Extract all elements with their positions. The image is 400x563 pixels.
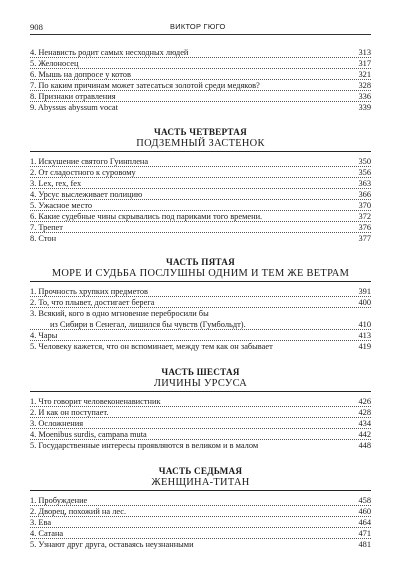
header-rule	[30, 34, 371, 35]
section-rule	[30, 391, 371, 392]
entry-title: 1. Пробуждение	[30, 496, 88, 505]
entry-page: 471	[358, 529, 371, 538]
entry-page: 428	[358, 408, 371, 417]
entry-title: 3. Lex, rex, fex	[30, 179, 82, 188]
entry-title: 1. Искушение святого Гуинплена	[30, 157, 149, 166]
entry-title: 6. Мышь на допросе у котов	[30, 70, 131, 79]
entry-title: 2. Дворец, похожий на лес.	[30, 507, 127, 516]
entry-page: 350	[358, 157, 371, 166]
toc-entry	[30, 341, 371, 352]
entry-title: 6. Какие судебные чины скрывались под париками того времени.	[30, 212, 263, 221]
entry-page: 391	[358, 287, 371, 296]
entry-page: 448	[358, 441, 371, 450]
entry-page: 321	[358, 70, 371, 79]
entry-title: 5. Государственные интересы проявляются в великом и в малом	[30, 441, 259, 450]
part-heading: ЧАСТЬ СЕДЬМАЯ	[158, 466, 243, 476]
entry-title: 2. И как он поступает.	[30, 408, 109, 417]
entry-title: 8. Стон	[30, 234, 57, 243]
part-subtitle: ЛИЧИНЫ УРСУСА	[153, 378, 248, 389]
entry-page: 419	[358, 342, 371, 351]
entry-page: 370	[358, 201, 371, 210]
entry-page: 372	[358, 212, 371, 221]
entry-title: 3. Всякий, кого в одно мгновение перебросили бы	[30, 309, 209, 318]
entry-title: 1. Что говорит человеконенавистник	[30, 397, 161, 406]
entry-title: 3. Ева	[30, 518, 52, 527]
toc-entry	[30, 440, 371, 451]
entry-title: 4. Урсус выслеживает полицию	[30, 190, 143, 199]
entry-title: 5. Человеку кажется, что он вспоминает, между тем как он забывает	[30, 342, 273, 351]
part-subtitle: МОРЕ И СУДЬБА ПОСЛУШНЫ ОДНИМ И ТЕМ ЖЕ ВЕТРАМ	[51, 268, 350, 279]
section-rule	[30, 281, 371, 282]
entry-title: 5. Ужасное место	[30, 201, 93, 210]
toc-entry	[30, 308, 371, 319]
entry-title: 2. От сладостного к суровому	[30, 168, 136, 177]
entry-page: 328	[358, 81, 371, 90]
entry-title: 7. По каким причинам может затесаться золотой среди медяков?	[30, 81, 260, 90]
entry-page: 434	[358, 419, 371, 428]
entry-title: 2. То, что плывет, достигает берега	[30, 298, 155, 307]
toc-entry	[30, 233, 371, 244]
entry-title: из Сибири в Сенегал, лишился бы чувств (Гумбольдт).	[50, 320, 246, 329]
part-heading: ЧАСТЬ ЧЕТВЕРТАЯ	[154, 127, 247, 137]
entry-page: 458	[358, 496, 371, 505]
entry-page: 442	[358, 430, 371, 439]
part-subtitle: ПОДЗЕМНЫЙ ЗАСТЕНОК	[136, 138, 265, 149]
section-rule	[30, 490, 371, 491]
entry-page: 363	[358, 179, 371, 188]
entry-page: 339	[358, 103, 371, 112]
entry-title: 4. Чары	[30, 331, 58, 340]
entry-page: 313	[358, 48, 371, 57]
page-number: 908	[30, 22, 43, 32]
toc-entry	[30, 539, 371, 550]
entry-title: 4. Сатана	[30, 529, 64, 538]
entry-title: 7. Трепет	[30, 223, 63, 232]
part-heading: ЧАСТЬ ШЕСТАЯ	[161, 367, 240, 377]
part-heading: ЧАСТЬ ПЯТАЯ	[166, 257, 235, 267]
entry-title: 8. Признаки отравления	[30, 92, 116, 101]
entry-title: 9. Abyssus abyssum vocat	[30, 103, 118, 112]
entry-title: 4. Ненависть родит самых несходных людей	[30, 48, 189, 57]
entry-page: 366	[358, 190, 371, 199]
section-rule	[30, 151, 371, 152]
entry-page: 460	[358, 507, 371, 516]
entry-page: 400	[358, 298, 371, 307]
entry-title: 5. Узнают друг друга, оставаясь неузнанными	[30, 540, 194, 549]
entry-title: 3. Осложнения	[30, 419, 84, 428]
part-subtitle: ЖЕНЩИНА-ТИТАН	[151, 477, 250, 488]
toc-entry	[30, 102, 371, 113]
entry-page: 356	[358, 168, 371, 177]
entry-page: 426	[358, 397, 371, 406]
entry-page: 410	[358, 320, 371, 329]
entry-title: 5. Желоносец	[30, 59, 79, 68]
entry-title: 4. Moenibus surdis, campana muta	[30, 430, 147, 439]
entry-page: 464	[358, 518, 371, 527]
entry-title: 1. Прочность хрупких предметов	[30, 287, 148, 296]
entry-page: 317	[358, 59, 371, 68]
running-header	[30, 21, 371, 33]
entry-page: 481	[358, 540, 371, 549]
entry-page: 413	[358, 331, 371, 340]
entry-page: 336	[358, 92, 371, 101]
entry-page: 377	[358, 234, 371, 243]
entry-page: 376	[358, 223, 371, 232]
author-name: ВИКТОР ГЮГО	[170, 22, 226, 31]
